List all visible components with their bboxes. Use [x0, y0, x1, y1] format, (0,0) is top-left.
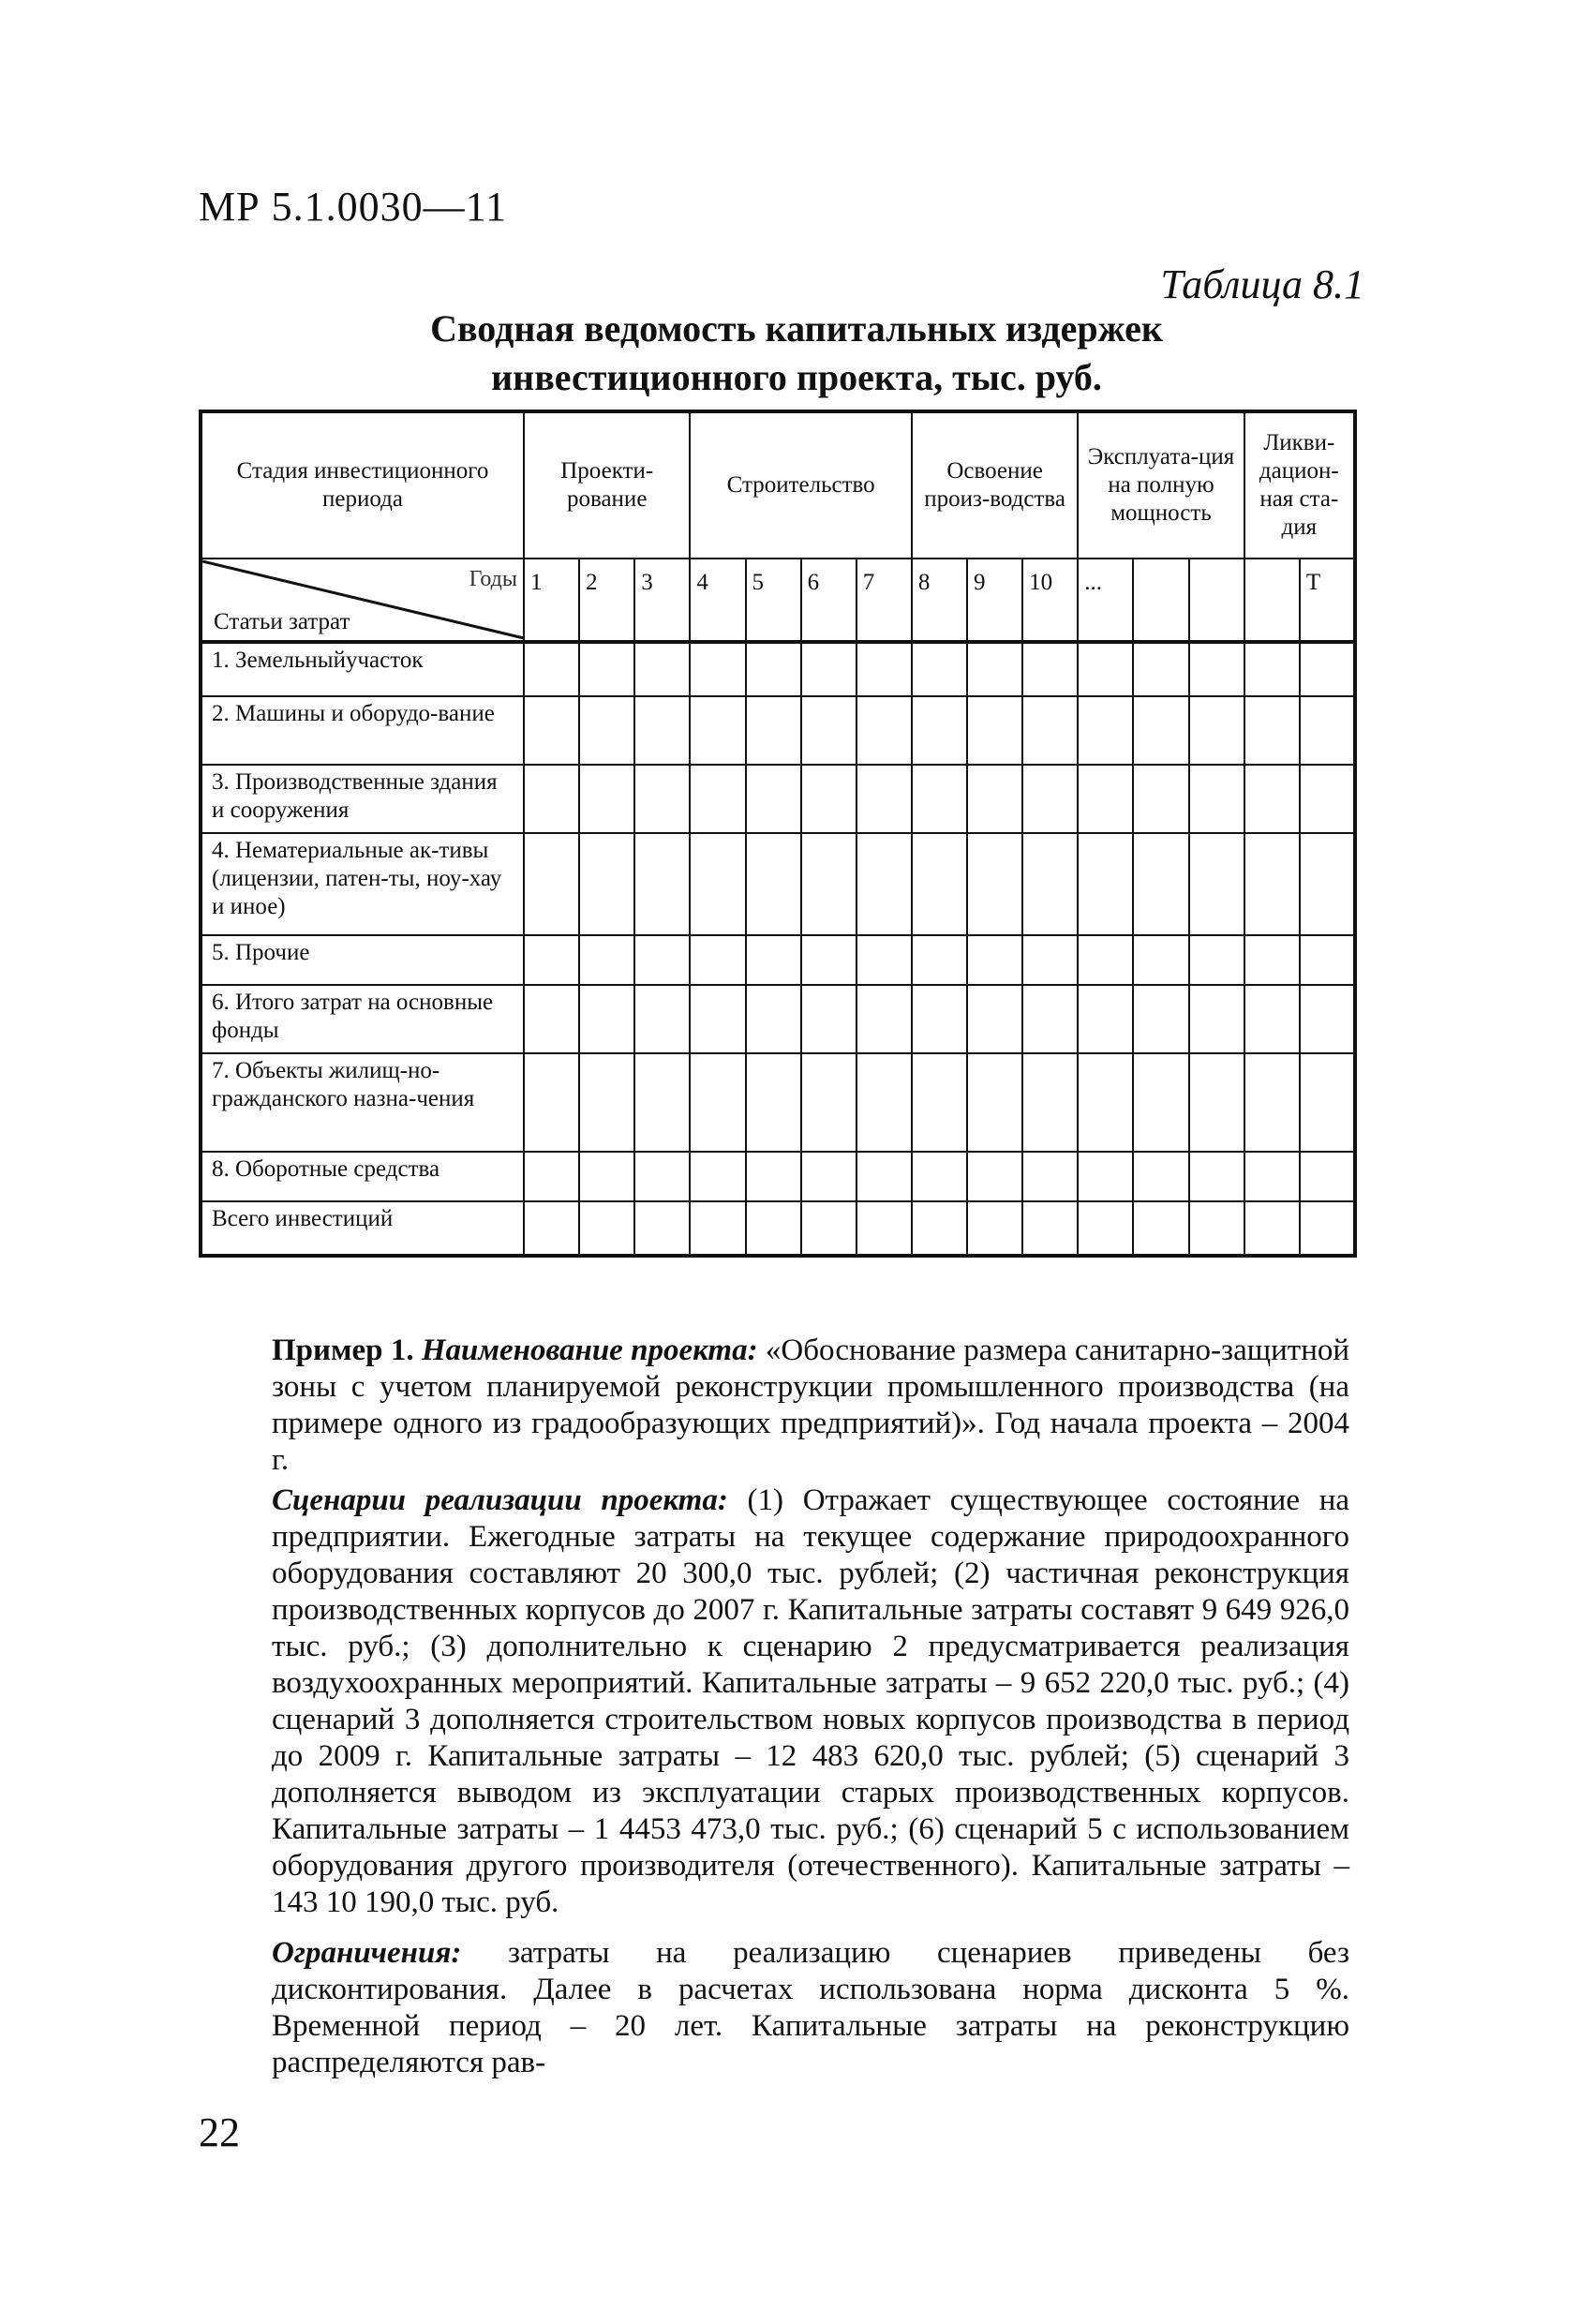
value-cell [634, 1152, 690, 1201]
value-cell [1133, 985, 1188, 1053]
items-label: Статьи затрат [214, 609, 350, 634]
table-caption [234, 305, 1359, 402]
scenarios-label: Сценарии реализации проекта: [272, 1483, 728, 1517]
value-cell [1078, 765, 1133, 833]
value-cell [967, 1201, 1022, 1256]
value-cell [912, 696, 967, 765]
value-cell [1022, 833, 1078, 935]
value-cell [967, 1152, 1022, 1201]
year-cell: 4 [690, 559, 745, 642]
cost-item-label: 5. Прочие [201, 935, 524, 985]
value-cell [1133, 1201, 1188, 1256]
value-cell [1244, 1152, 1300, 1201]
stage-design: Проекти-рование [524, 411, 690, 559]
value-cell [1189, 833, 1244, 935]
value-cell [1078, 985, 1133, 1053]
stage-construction: Строительство [690, 411, 912, 559]
value-cell [801, 642, 857, 696]
value-cell [1189, 935, 1244, 985]
scenarios-paragraph [272, 1482, 1349, 1921]
value-cell [801, 1053, 857, 1152]
years-label: Годы [469, 567, 517, 591]
table-row [201, 1053, 1355, 1152]
value-cell [857, 935, 912, 985]
value-cell [967, 765, 1022, 833]
cost-item-label: 1. Земельныйучасток [201, 642, 524, 696]
value-cell [857, 833, 912, 935]
value-cell [524, 1053, 579, 1152]
value-cell [912, 1152, 967, 1201]
value-cell [524, 765, 579, 833]
value-cell [579, 696, 634, 765]
value-cell [967, 1053, 1022, 1152]
value-cell [912, 833, 967, 935]
value-cell [1300, 765, 1355, 833]
value-cell [912, 1201, 967, 1256]
value-cell [1078, 935, 1133, 985]
year-cell: 5 [746, 559, 801, 642]
value-cell [746, 765, 801, 833]
value-cell [1189, 642, 1244, 696]
value-cell [912, 765, 967, 833]
value-cell [857, 1053, 912, 1152]
value-cell [524, 1152, 579, 1201]
page-number: 22 [199, 2109, 240, 2155]
value-cell [1189, 1152, 1244, 1201]
value-cell [801, 833, 857, 935]
cost-item-label: 8. Оборотные средства [201, 1152, 524, 1201]
example-label: Пример 1. [272, 1333, 414, 1367]
value-cell [1133, 765, 1188, 833]
value-cell [1133, 833, 1188, 935]
value-cell [1189, 765, 1244, 833]
stage-development: Освоение произ-водства [912, 411, 1078, 559]
value-cell [746, 1152, 801, 1201]
value-cell [690, 765, 745, 833]
value-cell [1244, 1201, 1300, 1256]
table-row [201, 833, 1355, 935]
cost-item-label: 3. Производственные здания и сооружения [201, 765, 524, 833]
value-cell [801, 696, 857, 765]
value-cell [746, 1201, 801, 1256]
year-cell: 1 [524, 559, 579, 642]
cost-item-label: Всего инвестиций [201, 1201, 524, 1256]
value-cell [1300, 1053, 1355, 1152]
value-cell [1078, 833, 1133, 935]
value-cell [1244, 833, 1300, 935]
value-cell [524, 985, 579, 1053]
value-cell [1300, 833, 1355, 935]
value-cell [1022, 696, 1078, 765]
project-name-label: Наименование проекта: [421, 1333, 758, 1367]
table-row [201, 765, 1355, 833]
value-cell [1300, 985, 1355, 1053]
value-cell [1133, 935, 1188, 985]
year-cell [1189, 559, 1244, 642]
stage-operation: Эксплуата-ция на полную мощность [1078, 411, 1244, 559]
value-cell [801, 1201, 857, 1256]
document-code: МР 5.1.0030—11 [199, 184, 507, 230]
value-cell [690, 1152, 745, 1201]
value-cell [1078, 1053, 1133, 1152]
value-cell [857, 642, 912, 696]
example-paragraph [272, 1333, 1349, 1479]
table-row [201, 1152, 1355, 1201]
value-cell [1244, 1053, 1300, 1152]
value-cell [1022, 642, 1078, 696]
value-cell [579, 765, 634, 833]
cost-item-label: 6. Итого затрат на основные фонды [201, 985, 524, 1053]
value-cell [634, 765, 690, 833]
value-cell [1022, 765, 1078, 833]
value-cell [1300, 642, 1355, 696]
table-row [201, 985, 1355, 1053]
value-cell [1189, 1201, 1244, 1256]
value-cell [1244, 935, 1300, 985]
value-cell [1300, 1152, 1355, 1201]
value-cell [857, 1201, 912, 1256]
year-cell: 2 [579, 559, 634, 642]
value-cell [524, 696, 579, 765]
value-cell [690, 1053, 745, 1152]
value-cell [912, 985, 967, 1053]
value-cell [690, 833, 745, 935]
value-cell [579, 985, 634, 1053]
value-cell [857, 1152, 912, 1201]
value-cell [857, 985, 912, 1053]
value-cell [746, 642, 801, 696]
value-cell [967, 642, 1022, 696]
cost-item-label: 4. Нематериальные ак-тивы (лицензии, патен-ты, ноу-хау и иное) [201, 833, 524, 935]
value-cell [1022, 1201, 1078, 1256]
scenarios-text: (1) Отражает существующее состояние на предприятии. Ежегодные затраты на текущее содержание природоохранного оборудования составляют 20 300,0 тыс. рублей; (2) частичная реконструкция производственных корпусов до 2007 г. Капитальные затраты составят 9 649 926,0 тыс. руб.; (3) дополнительно к сценарию 2 предусматривается реализация воздухоохранных мероприятий. Капитальные затраты – 9 652 220,0 тыс. руб.; (4) сценарий 3 дополняется строительством новых корпусов производства в период до 2009 г. Капитальные затраты – 12 483 620,0 тыс. рублей; (5) сценарий 3 дополняется выводом из эксплуатации старых производственных корпусов. Капитальные затраты – 1 4453 473,0 тыс. руб.; (6) сценарий 5 с использованием оборудования другого производителя (отечественного). Капитальные затраты – 143 10 190,0 тыс. руб. [272, 1483, 1349, 1919]
year-cell: 10 [1022, 559, 1078, 642]
value-cell [1078, 1201, 1133, 1256]
value-cell [1244, 765, 1300, 833]
value-cell [1078, 1152, 1133, 1201]
cost-item-label: 7. Объекты жилищ-но-гражданского назна-чения [201, 1053, 524, 1152]
value-cell [1189, 696, 1244, 765]
value-cell [1022, 935, 1078, 985]
value-cell [746, 696, 801, 765]
limits-label: Ограничения: [272, 1936, 462, 1970]
value-cell [634, 642, 690, 696]
value-cell [524, 935, 579, 985]
value-cell [857, 765, 912, 833]
value-cell [1078, 642, 1133, 696]
value-cell [634, 935, 690, 985]
value-cell [579, 935, 634, 985]
value-cell [967, 935, 1022, 985]
table-row [201, 642, 1355, 696]
value-cell [579, 1053, 634, 1152]
value-cell [801, 1152, 857, 1201]
value-cell [801, 935, 857, 985]
caption-line-1: Сводная ведомость капитальных издержек [430, 307, 1163, 350]
year-cell [1133, 559, 1188, 642]
stage-liquidation: Ликви-дацион-ная ста-дия [1244, 411, 1355, 559]
value-cell [524, 642, 579, 696]
value-cell [801, 765, 857, 833]
value-cell [801, 985, 857, 1053]
value-cell [1300, 935, 1355, 985]
value-cell [634, 985, 690, 1053]
value-cell [579, 833, 634, 935]
caption-line-2: инвестиционного проекта, тыс. руб. [491, 356, 1102, 398]
value-cell [1133, 642, 1188, 696]
value-cell [1300, 696, 1355, 765]
year-cell [1244, 559, 1300, 642]
table-row [201, 696, 1355, 765]
value-cell [579, 642, 634, 696]
value-cell [967, 833, 1022, 935]
table-number: Таблица 8.1 [1160, 261, 1364, 307]
year-cell: 7 [857, 559, 912, 642]
cost-item-label: 2. Машины и оборудо-вание [201, 696, 524, 765]
value-cell [1078, 696, 1133, 765]
value-cell [912, 1053, 967, 1152]
value-cell [634, 1201, 690, 1256]
year-cell: 8 [912, 559, 967, 642]
value-cell [746, 833, 801, 935]
value-cell [1022, 1053, 1078, 1152]
limits-paragraph [272, 1935, 1349, 2081]
value-cell [1133, 1152, 1188, 1201]
value-cell [1133, 1053, 1188, 1152]
year-cell: T [1300, 559, 1355, 642]
value-cell [1244, 985, 1300, 1053]
value-cell [1244, 696, 1300, 765]
value-cell [746, 935, 801, 985]
value-cell [634, 1053, 690, 1152]
value-cell [1022, 1152, 1078, 1201]
year-cell: ... [1078, 559, 1133, 642]
value-cell [690, 985, 745, 1053]
diagonal-header-cell [201, 559, 524, 642]
value-cell [1133, 696, 1188, 765]
value-cell [967, 985, 1022, 1053]
value-cell [524, 833, 579, 935]
value-cell [690, 696, 745, 765]
value-cell [1300, 1201, 1355, 1256]
value-cell [579, 1152, 634, 1201]
value-cell [967, 696, 1022, 765]
value-cell [1189, 1053, 1244, 1152]
value-cell [690, 642, 745, 696]
years-row [201, 559, 1355, 642]
value-cell [746, 985, 801, 1053]
value-cell [524, 1201, 579, 1256]
value-cell [690, 935, 745, 985]
value-cell [857, 696, 912, 765]
value-cell [912, 642, 967, 696]
stage-header: Стадия инвестиционного периода [201, 411, 524, 559]
limits-text: затраты на реализацию сценариев приведены без дисконтирования. Далее в расчетах использована норма дисконта 5 %. Временной период – 20 лет. Капитальные затраты на реконструкцию распределяются рав- [272, 1936, 1350, 2079]
year-cell: 6 [801, 559, 857, 642]
table-row [201, 1201, 1355, 1256]
value-cell [634, 696, 690, 765]
year-cell: 3 [634, 559, 690, 642]
project-name-text: «Обоснование размера санитарно-защитной зоны с учетом планируемой реконструкции промышленного производства (на примере одного из градообразующих предприятий)». Год начала проекта – 2004 г. [272, 1333, 1350, 1477]
value-cell [579, 1201, 634, 1256]
value-cell [912, 935, 967, 985]
value-cell [634, 833, 690, 935]
table-row [201, 935, 1355, 985]
value-cell [1022, 985, 1078, 1053]
year-cell: 9 [967, 559, 1022, 642]
value-cell [690, 1201, 745, 1256]
value-cell [746, 1053, 801, 1152]
value-cell [1189, 985, 1244, 1053]
value-cell [1244, 642, 1300, 696]
capital-costs-table [199, 410, 1357, 1258]
